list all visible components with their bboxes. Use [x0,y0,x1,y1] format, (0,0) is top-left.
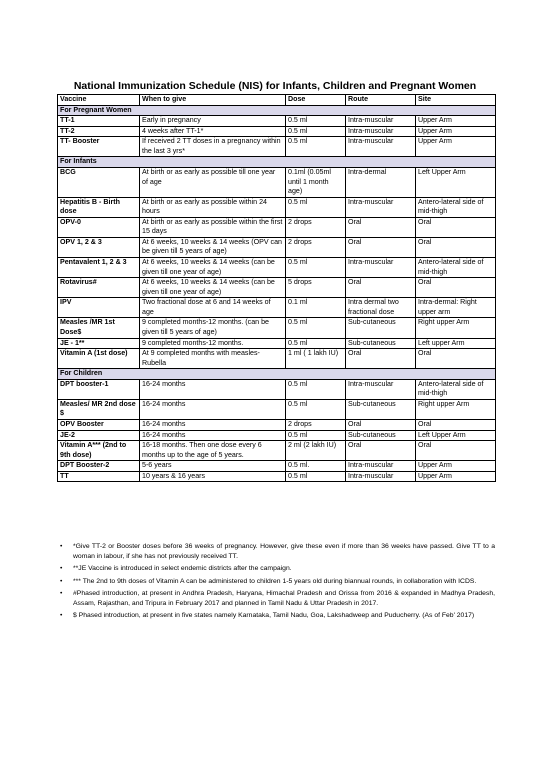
dose-cell: 0.5 ml. [286,461,346,472]
when-cell: At 9 completed months with measles- Rubella [140,349,286,369]
table-row [58,430,496,441]
site-cell: Oral [416,237,496,257]
dose-cell: 0.5 ml [286,399,346,419]
when-cell: 16-24 months [140,379,286,399]
when-cell: At birth or as early as possible till one year of age [140,167,286,197]
when-cell: 16-24 months [140,399,286,419]
header-row [58,95,496,106]
site-cell: Antero-lateral side of mid-thigh [416,258,496,278]
bullet-icon: • [60,589,63,597]
site-cell: Right upper Arm [416,399,496,419]
vaccine-cell: TT-2 [58,126,140,137]
route-cell: Intra-muscular [346,379,416,399]
site-cell: Oral [416,349,496,369]
route-cell: Intra-muscular [346,461,416,472]
table-row [58,126,496,137]
vaccine-cell: Hepatitis B - Birth dose [58,197,140,217]
section-header-row [58,157,496,168]
route-cell: Intra-muscular [346,116,416,127]
table-row [58,167,496,197]
table-row [58,258,496,278]
when-cell: Two fractional dose at 6 and 14 weeks of age [140,298,286,318]
section-header-row [58,105,496,116]
table-row [58,349,496,369]
footnote-text: #Phased introduction, at present in Andhra Pradesh, Haryana, Himachal Pradesh and Orissa from 2016 & expanded in Madhya Pradesh, Assam, Rajasthan, and Tripura in February 2017 and planned in Tamil Nadu & Uttar Pradesh in 2017. [73,589,495,607]
vaccine-cell: Vitamin A*** (2nd to 9th dose) [58,441,140,461]
dose-cell: 0.5 ml [286,137,346,157]
route-cell: Oral [346,349,416,369]
route-cell: Oral [346,420,416,431]
dose-cell: 0.5 ml [286,430,346,441]
column-header-dose: Dose [286,95,346,106]
vaccine-cell: TT- Booster [58,137,140,157]
table-row [58,137,496,157]
site-cell: Right upper Arm [416,318,496,338]
site-cell: Left Upper Arm [416,430,496,441]
bullet-icon: • [60,612,63,620]
bullet-icon: • [60,577,63,585]
table-row [58,379,496,399]
footnote-text: *Give TT-2 or Booster doses before 36 weeks of pregnancy. However, give these even if more than 36 weeks have passed. Give TT to a woman in labour, if she has not previously received TT. [73,543,495,561]
route-cell: Sub-cutaneous [346,399,416,419]
table-row [58,217,496,237]
route-cell: Sub-cutaneous [346,338,416,349]
when-cell: If received 2 TT doses in a pregnancy within the last 3 yrs* [140,137,286,157]
footnote-text: $ Phased introduction, at present in five states namely Karnataka, Tamil Nadu, Goa, Lakshadweep and Puducherry. (As of Feb' 2017) [73,612,475,620]
route-cell: Oral [346,217,416,237]
when-cell: Early in pregnancy [140,116,286,127]
table-row [58,197,496,217]
footnote-item [57,542,495,562]
vaccine-cell: Vitamin A (1st dose) [58,349,140,369]
dose-cell: 0.5 ml [286,471,346,482]
site-cell: Left Upper Arm [416,167,496,197]
vaccine-cell: DPT booster-1 [58,379,140,399]
dose-cell: 1 ml ( 1 lakh IU) [286,349,346,369]
when-cell: 9 completed months-12 months. (can be given till 5 years of age) [140,318,286,338]
site-cell: Left upper Arm [416,338,496,349]
when-cell: 10 years & 16 years [140,471,286,482]
route-cell: Intra-muscular [346,258,416,278]
route-cell: Oral [346,278,416,298]
when-cell: At 6 weeks, 10 weeks & 14 weeks (can be given till one year of age) [140,258,286,278]
route-cell: Intra-muscular [346,126,416,137]
when-cell: 5-6 years [140,461,286,472]
route-cell: Intra-muscular [346,471,416,482]
site-cell: Oral [416,420,496,431]
route-cell: Oral [346,237,416,257]
site-cell: Antero-lateral side of mid-thigh [416,379,496,399]
dose-cell: 0.1ml (0.05ml until 1 month age) [286,167,346,197]
dose-cell: 2 drops [286,237,346,257]
footnote-text: **JE Vaccine is introduced in select endemic districts after the campaign. [73,565,292,573]
footnote-item [57,589,495,609]
table-row [58,237,496,257]
table-row [58,461,496,472]
site-cell: Oral [416,278,496,298]
site-cell: Oral [416,441,496,461]
vaccine-cell: Pentavalent 1, 2 & 3 [58,258,140,278]
when-cell: 9 completed months-12 months. [140,338,286,349]
table-row [58,420,496,431]
route-cell: Intra-muscular [346,137,416,157]
table-row [58,471,496,482]
footnote-text: *** The 2nd to 9th doses of Vitamin A can be administered to children 1-5 years old during biannual rounds, in collaboration with ICDS. [73,577,477,585]
dose-cell: 2 drops [286,420,346,431]
section-header-row [58,369,496,380]
dose-cell: 0.5 ml [286,338,346,349]
document-title: National Immunization Schedule (NIS) for Infants, Children and Pregnant Women [73,80,477,92]
site-cell: Upper Arm [416,126,496,137]
route-cell: Sub-cutaneous [346,430,416,441]
vaccine-cell: Rotavirus# [58,278,140,298]
site-cell: Upper Arm [416,137,496,157]
vaccine-cell: DPT Booster-2 [58,461,140,472]
vaccine-cell: OPV Booster [58,420,140,431]
bullet-icon: • [60,565,63,573]
vaccine-cell: JE - 1** [58,338,140,349]
vaccine-cell: OPV 1, 2 & 3 [58,237,140,257]
when-cell: 4 weeks after TT-1* [140,126,286,137]
vaccine-cell: IPV [58,298,140,318]
site-cell: Oral [416,217,496,237]
route-cell: Intra dermal two fractional dose [346,298,416,318]
column-header-site: Site [416,95,496,106]
vaccine-cell: Measles/ MR 2nd dose $ [58,399,140,419]
section-label: For Pregnant Women [58,105,496,116]
site-cell: Upper Arm [416,471,496,482]
column-header-route: Route [346,95,416,106]
route-cell: Oral [346,441,416,461]
site-cell: Intra-dermal: Right upper arm [416,298,496,318]
route-cell: Sub-cutaneous [346,318,416,338]
vaccine-cell: BCG [58,167,140,197]
section-label: For Infants [58,157,496,168]
vaccine-cell: Measles /MR 1st Dose$ [58,318,140,338]
dose-cell: 0.5 ml [286,379,346,399]
when-cell: At 6 weeks, 10 weeks & 14 weeks (OPV can be given till 5 years of age) [140,237,286,257]
vaccine-cell: OPV-0 [58,217,140,237]
dose-cell: 2 ml (2 lakh IU) [286,441,346,461]
table-row [58,441,496,461]
site-cell: Upper Arm [416,461,496,472]
column-header-vaccine: Vaccine [58,95,140,106]
vaccine-cell: TT [58,471,140,482]
dose-cell: 0.5 ml [286,116,346,127]
table-row [58,338,496,349]
dose-cell: 0.5 ml [286,197,346,217]
table-row [58,298,496,318]
footnote-item [57,611,495,621]
site-cell: Antero-lateral side of mid-thigh [416,197,496,217]
when-cell: At 6 weeks, 10 weeks & 14 weeks (can be given till one year of age) [140,278,286,298]
vaccine-cell: TT-1 [58,116,140,127]
section-label: For Children [58,369,496,380]
dose-cell: 2 drops [286,217,346,237]
table-row [58,278,496,298]
footnote-item [57,577,495,587]
route-cell: Intra-dermal [346,167,416,197]
table-row [58,116,496,127]
dose-cell: 0.5 ml [286,258,346,278]
immunization-schedule-table [57,94,496,482]
when-cell: 16-24 months [140,420,286,431]
when-cell: At birth or as early as possible within 24 hours [140,197,286,217]
dose-cell: 0.1 ml [286,298,346,318]
site-cell: Upper Arm [416,116,496,127]
dose-cell: 5 drops [286,278,346,298]
when-cell: At birth or as early as possible within the first 15 days [140,217,286,237]
dose-cell: 0.5 ml [286,126,346,137]
route-cell: Intra-muscular [346,197,416,217]
when-cell: 16-24 months [140,430,286,441]
vaccine-cell: JE-2 [58,430,140,441]
when-cell: 16-18 months. Then one dose every 6 months up to the age of 5 years. [140,441,286,461]
footnote-item [57,564,495,574]
dose-cell: 0.5 ml [286,318,346,338]
footnotes [57,542,495,623]
table-body [58,105,496,482]
bullet-icon: • [60,543,63,550]
table-row [58,399,496,419]
table-row [58,318,496,338]
column-header-when: When to give [140,95,286,106]
